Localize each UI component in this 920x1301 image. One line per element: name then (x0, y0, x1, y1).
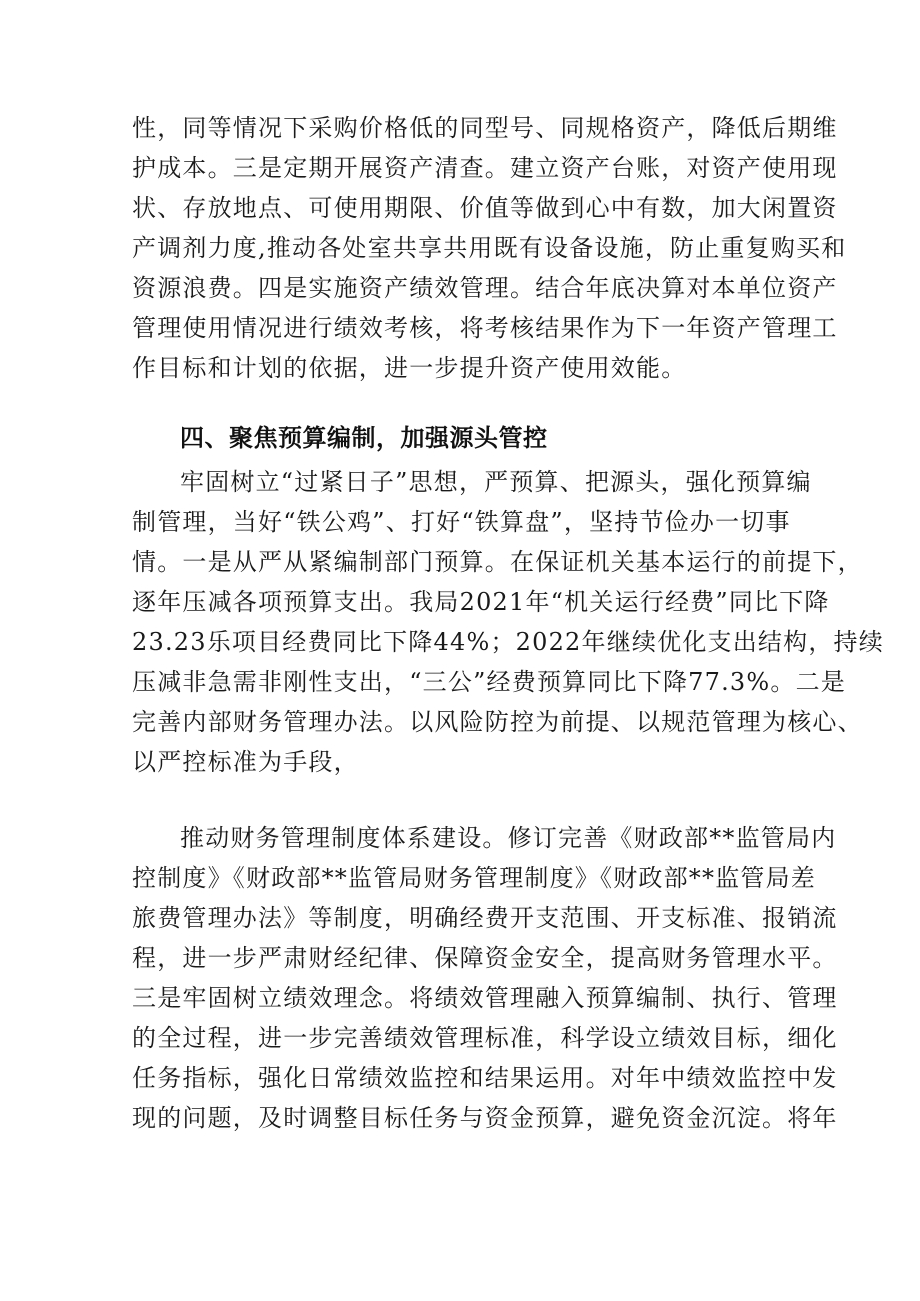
text-line: 护成本。三是定期开展资产清查。建立资产台账，对资产使用现 (132, 154, 838, 182)
text-line: 程，进一步严肃财经纪律、保障资金安全，提高财务管理水平。 (132, 944, 838, 972)
text-line: 资源浪费。四是实施资产绩效管理。结合年底决算对本单位资产 (132, 274, 838, 302)
paragraph-finance-system (132, 818, 838, 1138)
text-line: 状、存放地点、可使用期限、价值等做到心中有数，加大闲置资 (132, 194, 838, 222)
text-line: 任务指标，强化日常绩效监控和结果运用。对年中绩效监控中发 (132, 1064, 838, 1092)
paragraph-budget-control (132, 462, 884, 782)
text-line: 作目标和计划的依据，进一步提升资产使用效能。 (132, 354, 687, 382)
text-line: 的全过程，进一步完善绩效管理标准，科学设立绩效目标，细化 (132, 1024, 838, 1052)
text-line: 逐年压减各项预算支出。我局2021年“机关运行经费”同比下降 (132, 588, 830, 616)
text-line: 制管理，当好“铁公鸡”、打好“铁算盘”，坚持节俭办一切事 (132, 508, 791, 536)
text-line: 23.23乐项目经费同比下降44%；2022年继续优化支出结构，持续 (132, 628, 884, 656)
text-line: 以严控标准为手段， (132, 748, 359, 776)
text-line: 牢固树立“过紧日子”思想，严预算、把源头，强化预算编 (180, 468, 812, 496)
paragraph-asset-management (132, 108, 847, 388)
text-line: 控制度》《财政部**监管局财务管理制度》《财政部**监管局差 (132, 864, 816, 892)
text-line: 三是牢固树立绩效理念。将绩效管理融入预算编制、执行、管理 (132, 984, 838, 1012)
text-line: 产调剂力度,推动各处室共享共用既有设备设施，防止重复购买和 (132, 234, 847, 262)
text-line: 旅费管理办法》等制度，明确经费开支范围、开支标准、报销流 (132, 904, 838, 932)
section-heading: 四、聚焦预算编制，加强源头管控 (180, 424, 548, 452)
text-line: 推动财务管理制度体系建设。修订完善《财政部**监管局内 (180, 824, 837, 852)
text-line: 压减非急需非刚性支出，“三公”经费预算同比下降77.3%。二是 (132, 668, 846, 696)
text-line: 管理使用情况进行绩效考核，将考核结果作为下一年资产管理工 (132, 314, 838, 342)
text-line: 情。一是从严从紧编制部门预算。在保证机关基本运行的前提下， (132, 548, 863, 576)
text-line: 性，同等情况下采购价格低的同型号、同规格资产，降低后期维 (132, 114, 838, 142)
text-line: 现的问题，及时调整目标任务与资金预算，避免资金沉淀。将年 (132, 1104, 838, 1132)
text-line: 完善内部财务管理办法。以风险防控为前提、以规范管理为核心、 (132, 708, 863, 736)
